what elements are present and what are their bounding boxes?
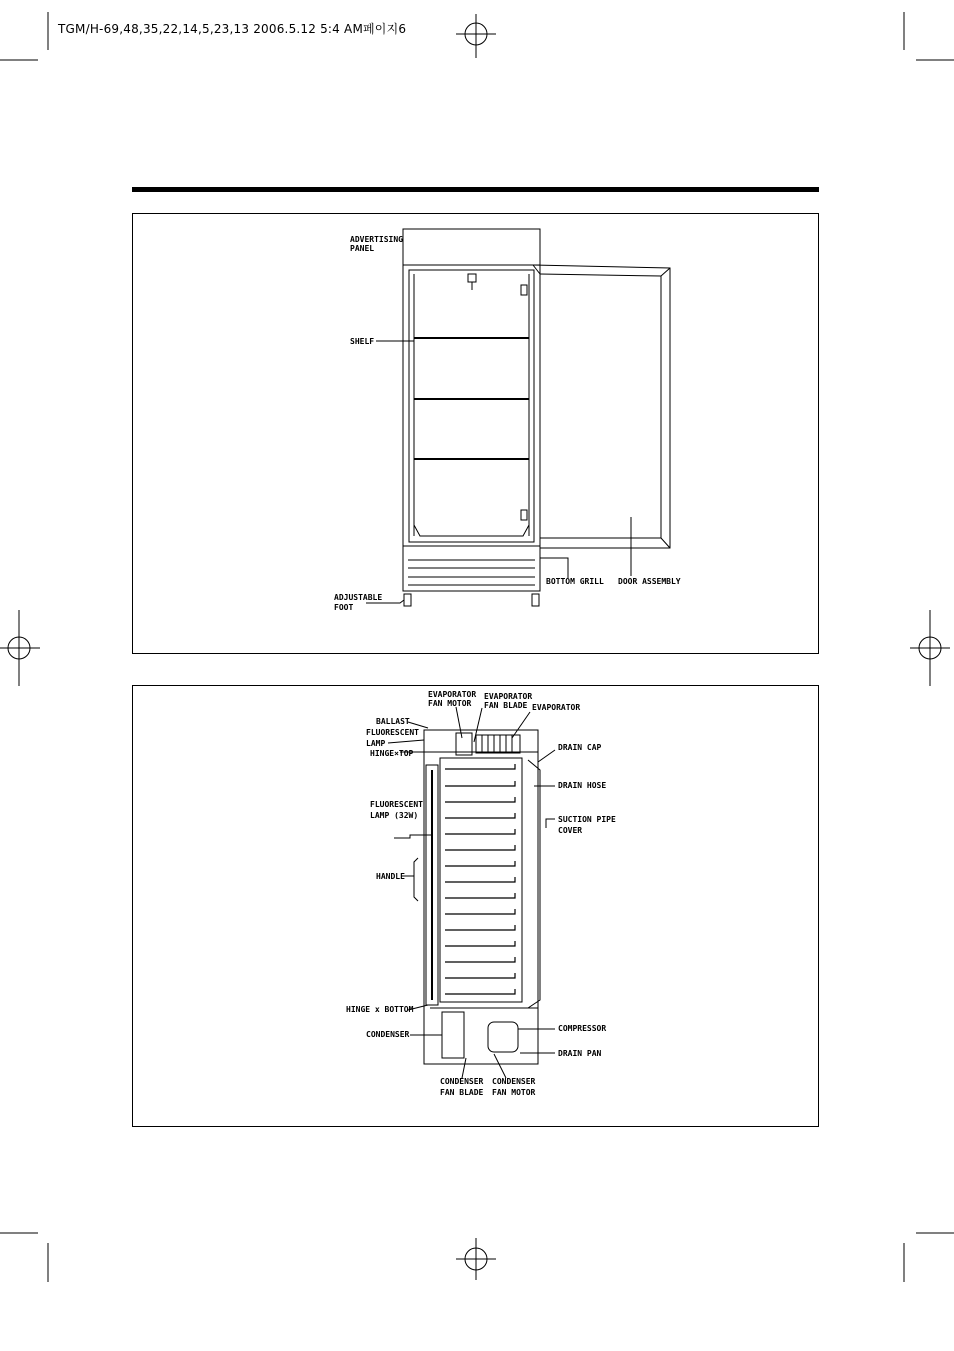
- label-evap-fan-blade-2: FAN BLADE: [484, 701, 528, 710]
- label-evap-fan-motor-1: EVAPORATOR: [428, 690, 477, 699]
- label-hinge-top: HINGE×TOP: [370, 749, 414, 758]
- label-drain-cap: DRAIN CAP: [558, 743, 602, 752]
- side-leader-lines: [388, 707, 555, 1078]
- label-cond-fan-motor-1: CONDENSER: [492, 1077, 536, 1086]
- print-header: TGM/H-69,48,35,22,14,5,23,13 2006.5.12 5:4 AM페이지6: [58, 22, 407, 36]
- label-condenser: CONDENSER: [366, 1030, 410, 1039]
- registration-target-right: [910, 610, 950, 686]
- label-drain-hose: DRAIN HOSE: [558, 781, 607, 790]
- label-advertising-panel-2: PANEL: [350, 244, 375, 253]
- side-view-cabinet: [414, 730, 540, 1064]
- registration-target-top: [456, 14, 496, 58]
- label-ballast: BALLAST: [376, 717, 410, 726]
- label-hinge-bottom: HINGE x BOTTOM: [346, 1005, 414, 1014]
- label-evap-fan-motor-2: FAN MOTOR: [428, 699, 472, 708]
- label-bottom-grill: BOTTOM GRILL: [546, 577, 604, 586]
- label-adjustable-foot-2: FOOT: [334, 603, 354, 612]
- registration-target-bottom: [456, 1238, 496, 1280]
- label-fluorescent-lamp-1: FLUORESCENT: [366, 728, 419, 737]
- label-adjustable-foot-1: ADJUSTABLE: [334, 593, 383, 602]
- front-view-door: [533, 265, 670, 548]
- label-door-assembly: DOOR ASSEMBLY: [618, 577, 681, 586]
- front-leader-lines: [366, 341, 631, 603]
- label-compressor: COMPRESSOR: [558, 1024, 607, 1033]
- label-cond-fan-blade-1: CONDENSER: [440, 1077, 484, 1086]
- label-cond-fan-motor-2: FAN MOTOR: [492, 1088, 536, 1097]
- label-suction-pipe-2: COVER: [558, 826, 583, 835]
- registration-target-left: [0, 610, 40, 686]
- label-cond-fan-blade-2: FAN BLADE: [440, 1088, 484, 1097]
- label-drain-pan: DRAIN PAN: [558, 1049, 602, 1058]
- front-view-cabinet: [403, 229, 540, 606]
- label-fluorescent-lamp-2: LAMP: [366, 739, 386, 748]
- side-view-shelves: [445, 764, 515, 994]
- label-evaporator: EVAPORATOR: [532, 703, 581, 712]
- label-handle: HANDLE: [376, 872, 405, 881]
- label-evap-fan-blade-1: EVAPORATOR: [484, 692, 533, 701]
- label-suction-pipe-1: SUCTION PIPE: [558, 815, 616, 824]
- label-fluorescent-32w-2: LAMP (32W): [370, 811, 419, 820]
- label-advertising-panel-1: ADVERTISING: [350, 235, 403, 244]
- label-shelf: SHELF: [350, 337, 375, 346]
- label-fluorescent-32w-1: FLUORESCENT: [370, 800, 423, 809]
